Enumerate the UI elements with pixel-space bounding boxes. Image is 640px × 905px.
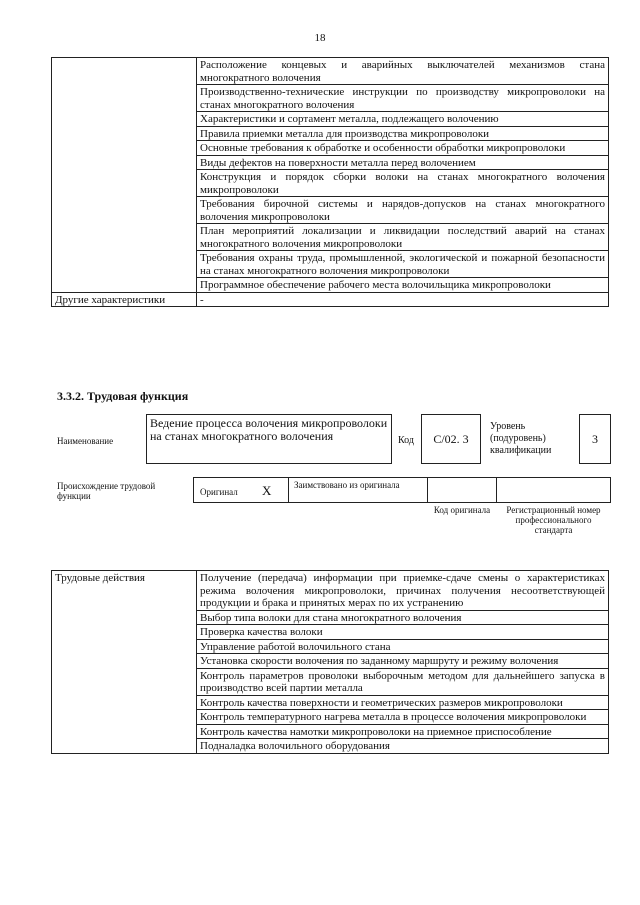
table-cell: Расположение концевых и аварийных выключателей механизмов стана многократного волочения — [197, 58, 609, 85]
actions-label: Трудовые действия — [52, 571, 197, 754]
table-cell: Контроль температурного нагрева металла в процессе волочения микропроволоки — [197, 710, 609, 725]
table-cell: Управление работой волочильного стана — [197, 639, 609, 654]
table-cell: Подналадка волочильного оборудования — [197, 739, 609, 754]
table-cell: Выбор типа волоки для стана многократного волочения — [197, 610, 609, 625]
code-original-caption: Код оригинала — [433, 505, 491, 515]
origin-label: Происхождение трудовой функции — [57, 481, 156, 501]
function-name-box: Ведение процесса волочения микропроволоки на станах многократного волочения — [146, 414, 392, 464]
section-heading: 3.3.2. Трудовая функция — [57, 389, 189, 403]
name-label: Наименование — [57, 436, 114, 446]
other-label: Другие характеристики — [52, 292, 197, 307]
original-mark: X — [262, 483, 272, 498]
table-cell: Основные требования к обработке и особенности обработки микропроволоки — [197, 141, 609, 156]
table-cell: Конструкция и порядок сборки волоки на станах многократного волочения микропроволоки — [197, 170, 609, 197]
table-cell: План мероприятий локализации и ликвидации последствий аварий на станах многократного волочения микропроволоки — [197, 224, 609, 251]
page-number: 18 — [314, 32, 326, 44]
borrowed-label: Заимствовано из оригинала — [294, 480, 400, 490]
actions-table — [51, 570, 609, 754]
table-cell: Производственно-технические инструкции по производству микропроволоки на станах многократного волочения — [197, 85, 609, 112]
table-cell: Проверка качества волоки — [197, 625, 609, 640]
borrowed-box — [288, 477, 428, 503]
table-row — [52, 571, 609, 611]
table-cell: Контроль качества намотки микропроволоки на приемное приспособление — [197, 724, 609, 739]
table-row-other — [52, 292, 609, 307]
table-cell: Получение (передача) информации при приемке-сдаче смены о характеристиках режима волочения микропроволоки, причинах получения несоответствующей продукции и брака и принятых мерах по их устранению — [197, 571, 609, 611]
reg-number-box — [496, 477, 611, 503]
row-label-empty — [52, 58, 197, 293]
table-cell: Контроль параметров проволоки выборочным методом для дальнейшего запуска в производство всей партии металла — [197, 668, 609, 695]
table-cell: Контроль качества поверхности и геометрических размеров микропроволоки — [197, 695, 609, 710]
level-value-box: 3 — [579, 414, 611, 464]
table-cell: Программное обеспечение рабочего места волочильщика микропроволоки — [197, 278, 609, 293]
code-label: Код — [398, 435, 414, 446]
table-cell: Требования охраны труда, промышленной, экологической и пожарной безопасности на станах многократного волочения микропроволоки — [197, 251, 609, 278]
original-box — [193, 477, 289, 503]
reg-number-caption: Регистрационный номер профессионального стандарта — [506, 505, 601, 535]
code-value-box: C/02. 3 — [421, 414, 481, 464]
other-value: - — [197, 292, 609, 307]
table-cell: Требования бирочной системы и нарядов-допусков на станах многократного волочения микропроволоки — [197, 197, 609, 224]
table-cell: Виды дефектов на поверхности металла перед волочением — [197, 155, 609, 170]
table-row — [52, 58, 609, 85]
table-cell: Правила приемки металла для производства микропроволоки — [197, 126, 609, 141]
knowledge-table — [51, 57, 609, 307]
table-cell: Характеристики и сортамент металла, подлежащего волочению — [197, 112, 609, 127]
code-original-box — [427, 477, 497, 503]
original-label: Оригинал — [200, 487, 238, 497]
level-label: Уровень (подуровень) квалификации — [490, 421, 552, 456]
table-cell: Установка скорости волочения по заданному маршруту и режиму волочения — [197, 654, 609, 669]
